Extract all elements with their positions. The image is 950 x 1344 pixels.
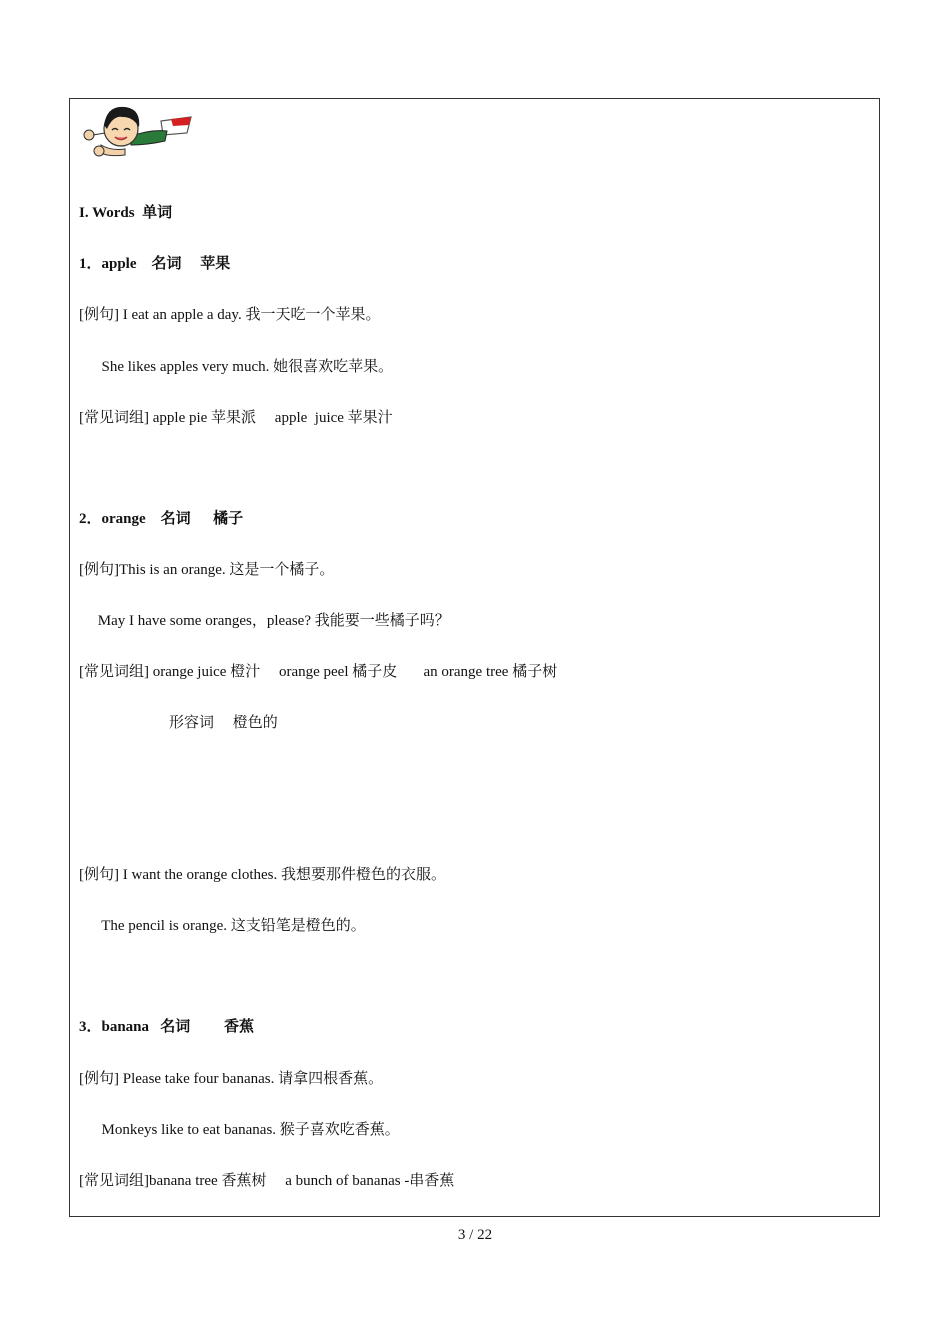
example-line: [例句] Please take four bananas. 请拿四根香蕉。 xyxy=(79,1071,384,1087)
flying-boy-mascot-icon xyxy=(79,99,197,165)
word-heading-banana: 3．banana 名词 香蕉 xyxy=(79,1019,255,1035)
example-line: [例句]This is an orange. 这是一个橘子。 xyxy=(79,562,335,578)
example-line: May I have some oranges，please? 我能要一些橘子吗？ xyxy=(79,613,450,629)
section-title: I. Words 单词 xyxy=(79,205,173,221)
example-line: [例句] I eat an apple a day. 我一天吃一个苹果。 xyxy=(79,307,381,323)
word-heading-orange: 2．orange 名词 橘子 xyxy=(79,511,244,527)
example-line: [例句] I want the orange clothes. 我想要那件橙色的衣服。 xyxy=(79,867,447,883)
example-line: The pencil is orange. 这支铅笔是橙色的。 xyxy=(79,918,366,934)
adjective-line: 形容词 橙色的 xyxy=(79,715,278,731)
phrase-line: [常见词组] apple pie 苹果派 apple juice 苹果汁 xyxy=(79,410,393,426)
phrase-line: [常见词组]banana tree 香蕉树 a bunch of bananas -串香蕉 xyxy=(79,1173,455,1189)
word-heading-apple: 1．apple 名词 苹果 xyxy=(79,256,231,272)
page-number: 3 / 22 xyxy=(457,1227,493,1243)
example-line: She likes apples very much. 她很喜欢吃苹果。 xyxy=(79,359,394,375)
example-line: Monkeys like to eat bananas. 猴子喜欢吃香蕉。 xyxy=(79,1122,400,1138)
phrase-line: [常见词组] orange juice 橙汁 orange peel 橘子皮 an orange tree 橘子树 xyxy=(79,664,558,680)
